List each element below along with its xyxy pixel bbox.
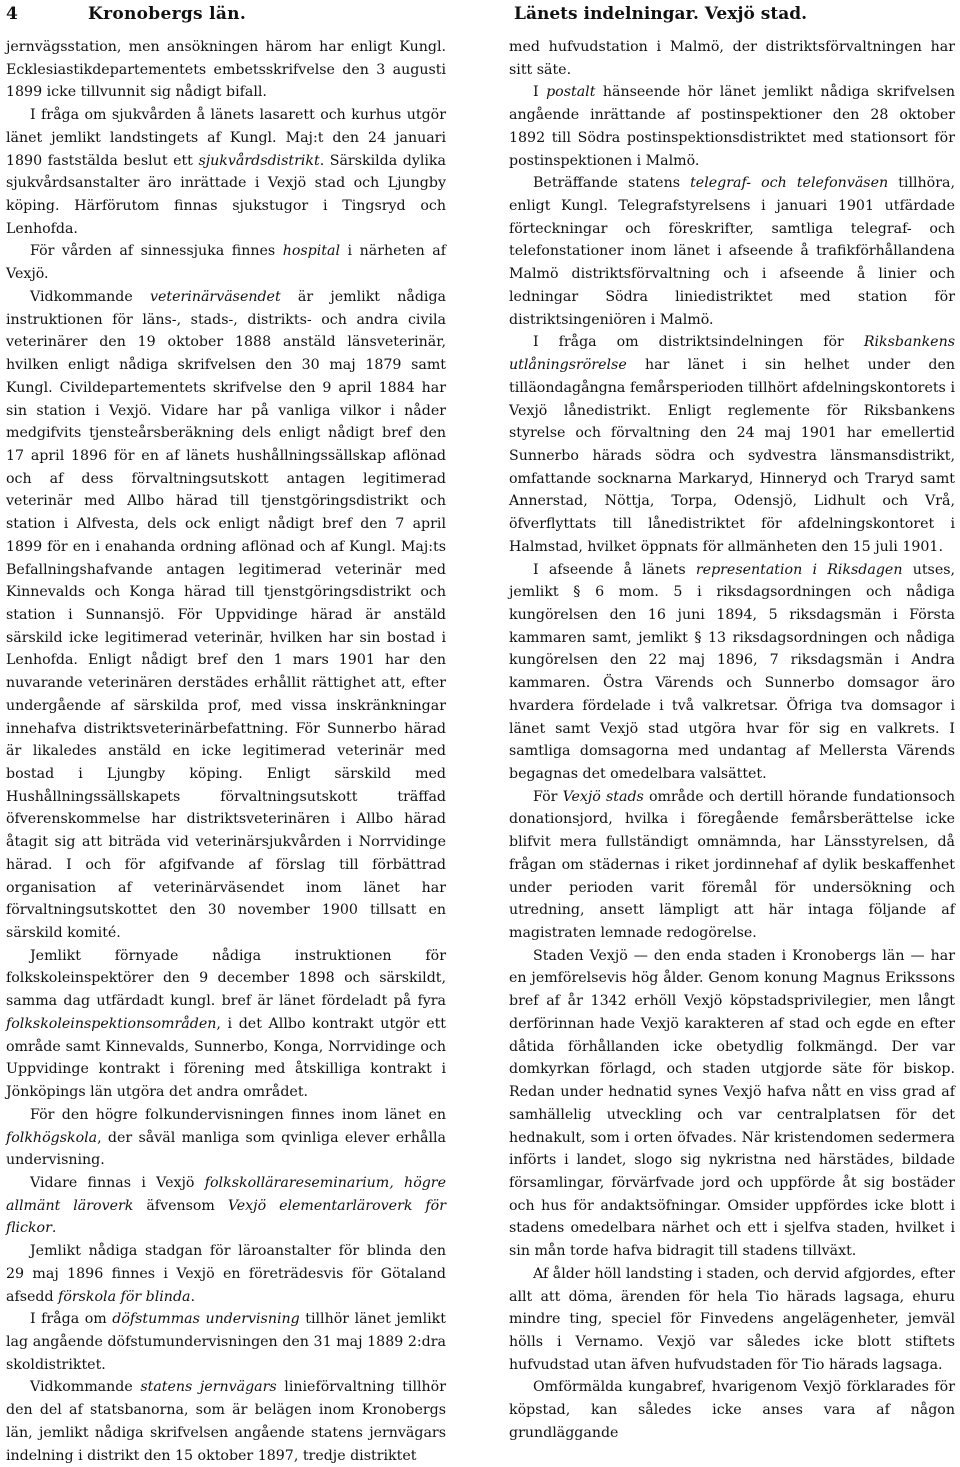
- paragraph: Af ålder höll landsting i staden, och dervid afgjordes, efter allt att döma, ärenden för hela Tio härads lagsaga, ehuru mindre ting, speciel för Finvedens angelägenheter, jemväl hölls i Vernamo. Vexjö var således icke blott stiftets hufvudstad utan äfven hufvudstaden för Tio härads lagsaga.: [509, 1265, 955, 1373]
- paragraph: Omförmälda kungabref, hvarigenom Vexjö förklarades för köpstad, kan således icke anses vara af någon grundläggande: [509, 1379, 955, 1441]
- paragraph: Staden Vexjö — den enda staden i Kronobergs län — har en jemförelsevis hög ålder. Genom konung Magnus Erikssons bref af år 1342 erhöll Vexjö köpstadsprivilegier, men långt derförinnan hade Vexjö karakteren af stad och egde en efter dåtida förhållanden icke obetydlig folkmängd. Der var domkyrkan förlagd, och staden utgjorde säte för biskop. Redan under hednatid synes Vexjö hafva nått en viss grad af samhällelig utveckling och var centralplatsen för det hednakult, som i orten öfvades. När kristendomen sedermera införts i landet, slogo sig nykristna ned härstädes, bildade församlingar, förvärfvade jord och uppförde åt sig bostäder och hus för andaktsöfningar. Omsider uppfördes icke blott i stadens omedelbara närhet och ett i sjelfva staden, hvilket i sin mån torde hafva bidragit till stadens tillväxt.: [509, 947, 955, 1260]
- paragraph: Vidare finnas i Vexjö folkskollärareseminarium, högre allmänt läroverk äfvensom Vexjö elementarläroverk för flickor.: [6, 1174, 446, 1237]
- right-column: [509, 36, 956, 1441]
- paragraph: I fråga om distriktsindelningen för Riksbankens utlåningsrörelse har länet i sin helhet under den tilläondagångna femårsperioden tillhört afdelningskontorets i Vexjö lånedistrikt. Enligt reglemente för Riksbankens styrelse och förvaltning den 24 maj 1901 har emellertid Sunnerbo härads södra och sydvestra länsmansdistrikt, omfattande socknarna Markaryd, Hinneryd och Traryd samt Annerstad, Nöttja, Torpa, Odensjö, Lidhult och Vrå, öfverflyttats till lånedistriktet för afdelningskontoret i Halmstad, hvilket öppnats för allmänheten den 15 juli 1901.: [509, 334, 955, 555]
- paragraph: För vården af sinnessjuka finnes hospital i närheten af Vexjö.: [6, 243, 446, 283]
- running-title-section: Länets indelningar. Vexjö stad.: [514, 4, 808, 24]
- paragraph: Jemlikt förnyade nådiga instruktionen för folkskoleinspektörer den 9 december 1898 och särskildt, samma dag utfärdadt kungl. bref är länet fördeladt på fyra folkskoleinspektionsområden, i det Allbo kontrakt utgör ett område samt Kinnevalds, Sunnerbo, Konga, Norrvidinge och Uppvidinge kontrakt i förening med åtskilliga kontrakt i Jönköpings län utgöra det andra området.: [6, 947, 446, 1101]
- paragraph: Vidkommande statens jernvägars linieförvaltning tillhör den del af statsbanorna, som är belägen inom Kronobergs län, jemlikt nådiga skrifvelsen angående statens jernvägars indelning i distrikt den 15 oktober 1897, tredje distriktet: [6, 1379, 447, 1464]
- paragraph: För Vexjö stads område och dertill hörande fundationsoch donationsjord, hvilka i föregående femårsberättelse icke blifvit mera fullständigt omnämnda, har Länsstyrelsen, då frågan om städernas i riket jordinnehaf af dylik beskaffenhet under perioden varit föremål för undersökning och utredning, ansett lämpligt att här intaga följande af magistraten lemnade redogörelse.: [509, 788, 956, 942]
- paragraph: För den högre folkundervisningen finnes inom länet en folkhögskola, der såväl manliga som qvinliga elever erhålla undervisning.: [6, 1106, 446, 1169]
- paragraph: I fråga om sjukvården å länets lasarett och kurhus utgör länet jemlikt landstingets af Kungl. Maj:t den 24 januari 1890 faststälda beslut ett sjukvårdsdistrikt. Särskilda dylika sjukvårdsanstalter äro inrättade i Vexjö stad och Ljungby köping. Härförutom finnas sjukstugor i Tingsryd och Lenhofda.: [6, 107, 446, 237]
- paragraph: Beträffande statens telegraf- och telefonväsen tillhöra, enligt Kungl. Telegrafstyrelsens i januari 1901 utfärdade förteckningar och föreskrifter, samtliga telegraf- och telefonstationer inom länet i afseende å trafikförhållandena Malmö distriktsförvaltning och i afseende å linier och ledningar Södra liniedistriktet med station för distriktsingeniören i Malmö.: [509, 175, 955, 328]
- paragraph: I afseende å länets representation i Riksdagen utses, jemlikt § 6 mom. 5 i riksdagsordningen och nådiga kungörelsen den 16 juni 1894, 5 riksdagsmän i Första kammaren samt, jemlikt § 13 riksdagsordningen och nådiga kungörelsen den 22 maj 1896, 7 riksdagsmän i Andra kammaren. Östra Värends och Sunnerbo domsagor äro hvardera fördelade i två valkretsar. Öfriga tva domsagor i länet samt Vexjö stad utgöra hvar för sig en valkrets. I samtliga domsagorna med undantag af Mellersta Värends begagnas det omedelbara valsättet.: [509, 561, 956, 782]
- left-column: [6, 36, 447, 1464]
- paragraph: Jemlikt nådiga stadgan för läroanstalter för blinda den 29 maj 1896 finnes i Vexjö en företrädesvis för Götaland afsedd förskola för blinda.: [6, 1243, 446, 1305]
- paragraph: I postalt hänseende hör länet jemlikt nådiga skrifvelsen angående inrättande af postinspektioner den 28 oktober 1892 till Södra postinspektionsdistriktet med stationsort för postinspektionen i Malmö.: [509, 84, 955, 169]
- page-number: 4: [6, 4, 18, 24]
- paragraph: med hufvudstation i Malmö, der distriktsförvaltningen har sitt säte.: [509, 39, 955, 78]
- paragraph: Vidkommande veterinärväsendet är jemlikt nådiga instruktionen för läns-, stads-, distrikts- och andra civila veterinärer den 19 oktober 1888 anstäld länsveterinär, hvilken enligt nådiga skrifvelsen den 30 maj 1879 samt Kungl. Civildepartementets skrifvelse den 9 april 1884 har sin station i Vexjö. Vidare har på vanliga vilkor i nåder medgifvits tjensteårsberäkning dels enligt nådigt bref den 17 april 1896 för en af länets hushållningssällskap aflönad och af dess förvaltningsutskott antagen legitimerad veterinär med Allbo härad till tjenstgöringsdistrikt och station i Alfvesta, dels ock enligt nådigt bref den 7 april 1899 för en i enahanda ordning aflönad och af Kungl. Maj:ts Befallningshafvande antagen legitimerad veterinär med Kinnevalds och Konga härad till tjenstgöringsdistrikt och station i Sunnansjö. För Uppvidinge härad är anstäld särskild icke legitimerad veterinär, hvilken har sin bostad i Lenhofda. Enligt nådigt bref den 1 mars 1901 har den nuvarande veterinären derstädes erhållit rättighet att, efter undergående af särskilda prof, med vissa inskränkningar innehafva distriktsveterinärbefattning. För Sunnerbo härad är likaledes anstäld en icke legitimerad veterinär med bostad i Ljungby köping. Enligt särskild med Hushållningssällskapets förvaltningsutskott träffad öfverenskommelse har distriktsveterinären i Allbo härad åtagit sig att biträda vid veterinärsjukvården i Norrvidinge härad. I och för afgifvande af förslag till förbättrad organisation af veterinärväsendet inom länet har förvaltningsutskottet den 30 november 1900 tillsatt en särskild komité.: [6, 288, 446, 942]
- running-title-county: Kronobergs län.: [88, 4, 247, 24]
- paragraph: jernvägsstation, men ansökningen härom har enligt Kungl. Ecklesiastikdepartementets embetsskrifvelse den 3 augusti 1899 icke tillvunnit sig nådigt bifall.: [6, 39, 446, 101]
- page-header: [0, 0, 960, 30]
- paragraph: I fråga om döfstummas undervisning tillhör länet jemlikt lag angående döfstumundervisningen den 31 maj 1889 2:dra skoldistriktet.: [6, 1311, 446, 1373]
